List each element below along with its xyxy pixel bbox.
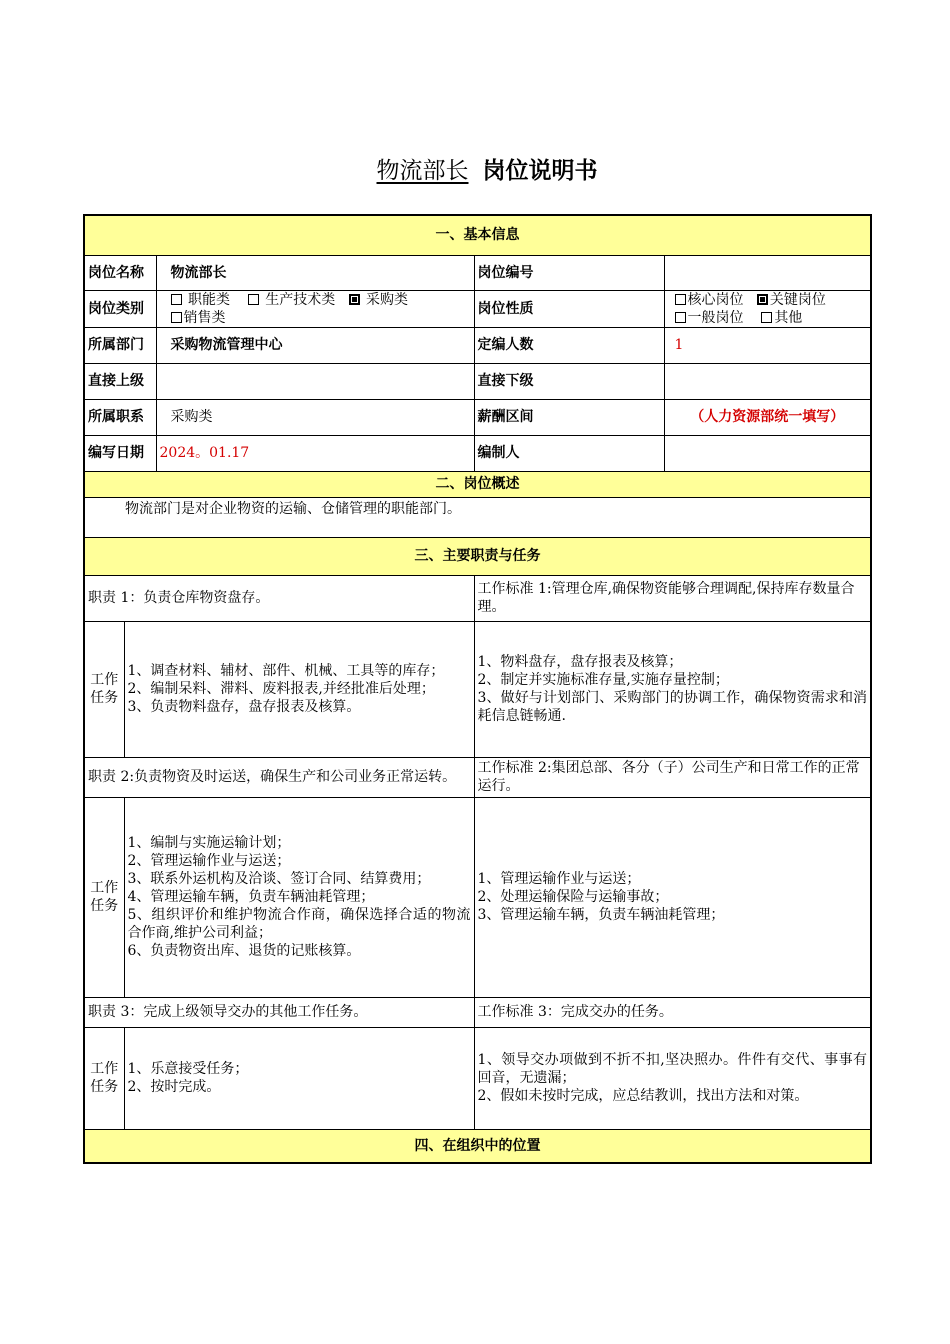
- list-item: 1、乐意接受任务；: [127, 1061, 249, 1077]
- value-author: [664, 435, 871, 471]
- checkbox-checked-icon: [757, 294, 768, 305]
- list-item: 2、制定并实施标准存量,实施存量控制；: [477, 672, 729, 688]
- checkbox-icon: [248, 294, 259, 305]
- nature-option-key: 关键岗位: [757, 292, 826, 308]
- duty-3-standard: 工作标准 3：完成交办的任务。: [474, 997, 871, 1027]
- value-salary-range: （人力资源部统一填写）: [664, 399, 871, 435]
- list-item: 3、做好与计划部门、采购部门的协调工作，确保物资需求和消耗信息链畅通.: [477, 690, 868, 724]
- checkbox-icon: [675, 294, 686, 305]
- checkbox-icon: [171, 312, 182, 323]
- list-item: 2、管理运输作业与运送；: [127, 853, 291, 869]
- list-item: 1、领导交办项做到不折不扣,坚决照办。件件有交代、事事有回音，无遗漏；: [477, 1052, 868, 1086]
- overview-text: 物流部门是对企业物资的运输、仓储管理的职能部门。: [84, 497, 871, 537]
- nature-option-other: 其他: [761, 310, 802, 326]
- duty-3-tasks: [124, 1027, 474, 1129]
- duty-1: 职责 1：负责仓库物资盘存。: [84, 575, 474, 621]
- category-options: [156, 290, 474, 327]
- label-job-family: 所属职系: [84, 399, 156, 435]
- label-superior: 直接上级: [84, 363, 156, 399]
- value-department: 采购物流管理中心: [156, 327, 474, 363]
- section-basic-info: 一、基本信息: [84, 215, 871, 255]
- label-subordinate: 直接下级: [474, 363, 664, 399]
- duty-2-standard: 工作标准 2:集团总部、各分（子）公司生产和日常工作的正常运行。: [474, 757, 871, 797]
- value-job-family: 采购类: [156, 399, 474, 435]
- section-duties: 三、主要职责与任务: [84, 537, 871, 575]
- duty-1-standard: 工作标准 1:管理仓库,确保物资能够合理调配,保持库存数量合理。: [474, 575, 871, 621]
- value-subordinate: [664, 363, 871, 399]
- duty-3-standards: [474, 1027, 871, 1129]
- duty-3: 职责 3：完成上级领导交办的其他工作任务。: [84, 997, 474, 1027]
- section-org-position: 四、在组织中的位置: [84, 1129, 871, 1163]
- list-item: 3、管理运输车辆，负责车辆油耗管理；: [477, 907, 725, 923]
- list-item: 2、编制呆料、滞料、废料报表,并经批准后处理；: [127, 681, 435, 697]
- label-written-date: 编写日期: [84, 435, 156, 471]
- nature-option-core: 核心岗位: [675, 292, 744, 308]
- list-item: 6、负责物资出库、退货的记账核算。: [127, 943, 361, 959]
- list-item: 3、负责物料盘存，盘存报表及核算。: [127, 699, 361, 715]
- job-description-table: [83, 214, 872, 1164]
- list-item: 2、按时完成。: [127, 1079, 221, 1095]
- duty-1-standards: [474, 621, 871, 757]
- list-item: 1、编制与实施运输计划；: [127, 835, 291, 851]
- nature-options: [664, 290, 871, 327]
- list-item: 5、组织评价和维护物流合作商，确保选择合适的物流合作商,维护公司利益；: [127, 907, 471, 941]
- duty-2: 职责 2:负责物资及时运送，确保生产和公司业务正常运转。: [84, 757, 474, 797]
- category-option-sales: 销售类: [171, 310, 226, 326]
- title-suffix: 岗位说明书: [482, 158, 598, 184]
- list-item: 1、调查材料、辅材、部件、机械、工具等的库存；: [127, 663, 445, 679]
- label-position-code: 岗位编号: [474, 255, 664, 290]
- value-superior: [156, 363, 474, 399]
- label-headcount: 定编人数: [474, 327, 664, 363]
- value-written-date: 2024。01.17: [156, 435, 474, 471]
- section-overview: 二、岗位概述: [84, 471, 871, 497]
- label-department: 所属部门: [84, 327, 156, 363]
- list-item: 1、物料盘存，盘存报表及核算；: [477, 654, 683, 670]
- label-position-nature: 岗位性质: [474, 290, 664, 327]
- checkbox-checked-icon: [349, 294, 360, 305]
- value-headcount: 1: [664, 327, 871, 363]
- document-title: [0, 152, 950, 185]
- checkbox-icon: [675, 312, 686, 323]
- work-task-label: 工作任务: [84, 797, 124, 997]
- label-position-category: 岗位类别: [84, 290, 156, 327]
- nature-option-general: 一般岗位: [675, 310, 744, 326]
- category-option-purchasing: 采购类: [349, 292, 408, 308]
- label-author: 编制人: [474, 435, 664, 471]
- list-item: 1、管理运输作业与运送；: [477, 871, 641, 887]
- label-salary-range: 薪酬区间: [474, 399, 664, 435]
- value-position-code: [664, 255, 871, 290]
- list-item: 2、假如未按时完成，应总结教训，找出方法和对策。: [477, 1088, 809, 1104]
- work-task-label: 工作任务: [84, 621, 124, 757]
- work-task-label: 工作任务: [84, 1027, 124, 1129]
- checkbox-icon: [761, 312, 772, 323]
- list-item: 2、处理运输保险与运输事故；: [477, 889, 669, 905]
- title-position-name: 物流部长: [376, 158, 469, 184]
- list-item: 4、管理运输车辆，负责车辆油耗管理；: [127, 889, 375, 905]
- value-position-name: 物流部长: [156, 255, 474, 290]
- list-item: 3、联系外运机构及洽谈、签订合同、结算费用；: [127, 871, 431, 887]
- duty-2-standards: [474, 797, 871, 997]
- checkbox-icon: [171, 294, 182, 305]
- category-option-functional: 职能类: [171, 292, 230, 308]
- duty-1-tasks: [124, 621, 474, 757]
- label-position-name: 岗位名称: [84, 255, 156, 290]
- duty-2-tasks: [124, 797, 474, 997]
- category-option-technical: 生产技术类: [248, 292, 335, 308]
